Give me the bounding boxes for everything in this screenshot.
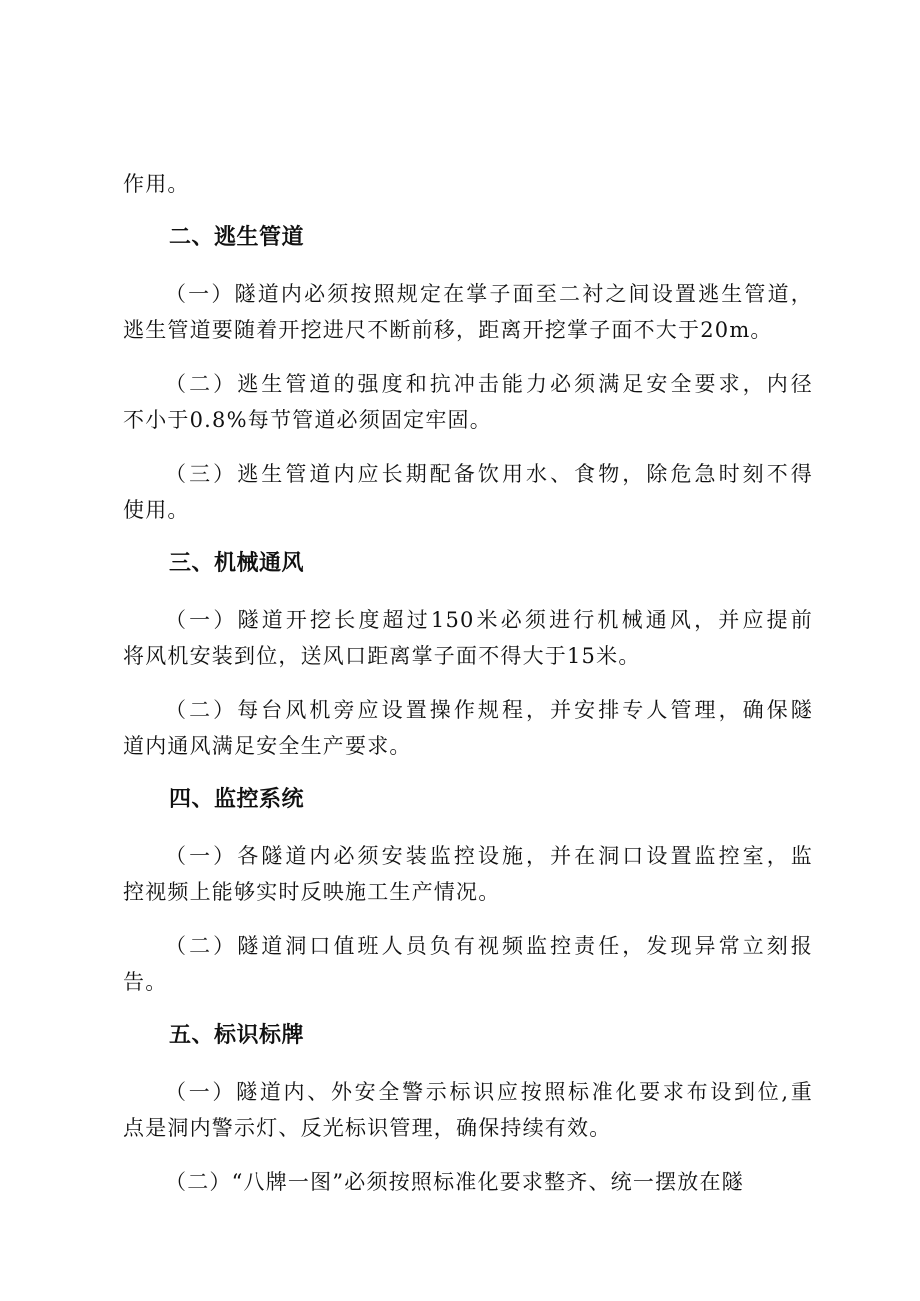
section-heading: 三、机械通风: [169, 551, 305, 576]
paragraph-line: 作用。: [123, 172, 190, 196]
paragraph-line: 点是洞内警示灯、反光标识管理，确保持续有效。: [123, 1116, 612, 1140]
section-heading: 二、逃生管道: [169, 225, 305, 250]
paragraph: [123, 366, 813, 438]
paragraph-line: 告。: [123, 970, 168, 994]
paragraph-line: （二）“八牌一图”必须按照标准化要求整齐、统一摆放在隧: [165, 1170, 744, 1194]
section-heading: 四、监控系统: [169, 787, 305, 812]
paragraph-line: （一）隧道开挖长度超过150米必须进行机械通风，并应提前: [165, 608, 813, 632]
paragraph: [123, 456, 813, 528]
paragraph: [123, 838, 813, 910]
paragraph-line: （一）各隧道内必须安装监控设施，并在洞口设置监控室，监: [165, 844, 813, 868]
paragraph-line: 逃生管道要随着开挖进尺不断前移，距离开挖掌子面不大于20m。: [123, 318, 773, 342]
paragraph: [123, 692, 813, 764]
paragraph-line: （二）隧道洞口值班人员负有视频监控责任，发现异常立刻报: [165, 934, 813, 958]
paragraph-line: （二）逃生管道的强度和抗冲击能力必须满足安全要求，内径: [165, 372, 813, 396]
paragraph: [123, 1164, 813, 1200]
paragraph-line: 将风机安装到位，送风口距离掌子面不得大于15米。: [123, 644, 641, 668]
document-body: [123, 166, 813, 1218]
paragraph: [123, 276, 813, 348]
paragraph-line: 使用。: [123, 498, 190, 522]
paragraph-line: 道内通风满足安全生产要求。: [123, 734, 412, 758]
paragraph-line: （三）逃生管道内应长期配备饮用水、食物，除危急时刻不得: [165, 462, 813, 486]
paragraph: [123, 1074, 813, 1146]
paragraph-line: 不小于0.8%每节管道必须固定牢固。: [123, 408, 492, 432]
paragraph-line: （一）隧道内必须按照规定在掌子面至二衬之间设置逃生管道，: [165, 282, 813, 306]
paragraph: [123, 602, 813, 674]
section-heading: 五、标识标牌: [169, 1023, 305, 1048]
paragraph-line: （一）隧道内、外安全警示标识应按照标准化要求布设到位,重: [165, 1080, 813, 1104]
paragraph: [123, 166, 813, 202]
paragraph-line: 控视频上能够实时反映施工生产情况。: [123, 880, 501, 904]
paragraph-line: （二）每台风机旁应设置操作规程，并安排专人管理，确保隧: [165, 698, 813, 722]
paragraph: [123, 928, 813, 1000]
